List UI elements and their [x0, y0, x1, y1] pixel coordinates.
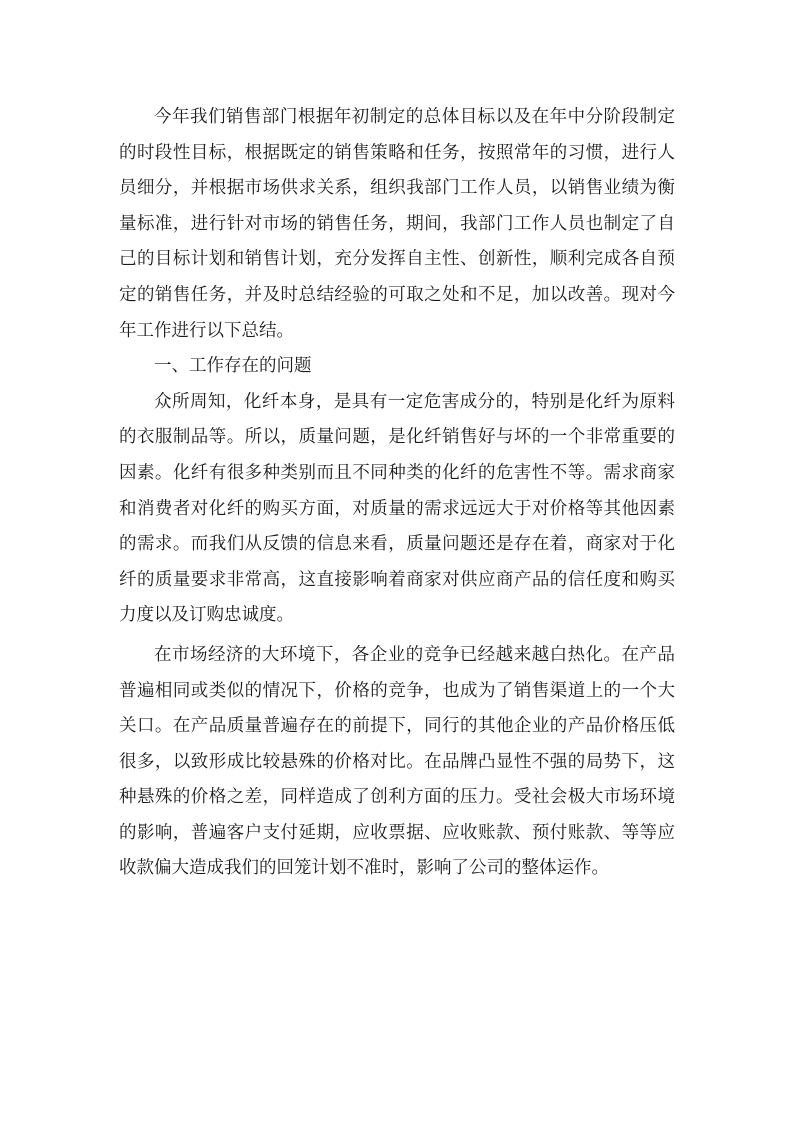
intro-paragraph: 今年我们销售部门根据年初制定的总体目标以及在年中分阶段制定的时段性目标，根据既定的销售策略和任务，按照常年的习惯，进行人员细分，并根据市场供求关系，组织我部门工作人员，以销售业绩为衡量标准，进行针对市场的销售任务，期间，我部门工作人员也制定了自己的目标计划和销售计划，充分发挥自主性、创新性，顺利完成各自预定的销售任务，并及时总结经验的可取之处和不足，加以改善。现对今年工作进行以下总结。 [119, 107, 675, 341]
quality-paragraph: 众所周知，化纤本身，是具有一定危害成分的，特别是化纤为原料的衣服制品等。所以，质量问题，是化纤销售好与坏的一个非常重要的因素。化纤有很多种类别而且不同种类的化纤的危害性不等。需求商家和消费者对化纤的购买方面，对质量的需求远远大于对价格等其他因素的需求。而我们从反馈的信息来看，质量问题还是存在着，商家对于化纤的质量要求非常高，这直接影响着商家对供应商产品的信任度和购买力度以及订购忠诚度。 [119, 391, 675, 626]
price-competition-paragraph: 在市场经济的大环境下，各企业的竞争已经越来越白热化。在产品普遍相同或类似的情况下，价格的竞争，也成为了销售渠道上的一个大关口。在产品质量普遍存在的前提下，同行的其他企业的产品价格压低很多，以致形成比较悬殊的价格对比。在品牌凸显性不强的局势下，这种悬殊的价格之差，同样造成了创利方面的压力。受社会极大市场环境的影响，普遍客户支付延期，应收票据、应收账款、预付账款、等等应收款偏大造成我们的回笼计划不准时，影响了公司的整体运作。 [119, 644, 675, 879]
section-heading-problems: 一、工作存在的问题 [154, 356, 312, 377]
document-page [119, 100, 675, 887]
